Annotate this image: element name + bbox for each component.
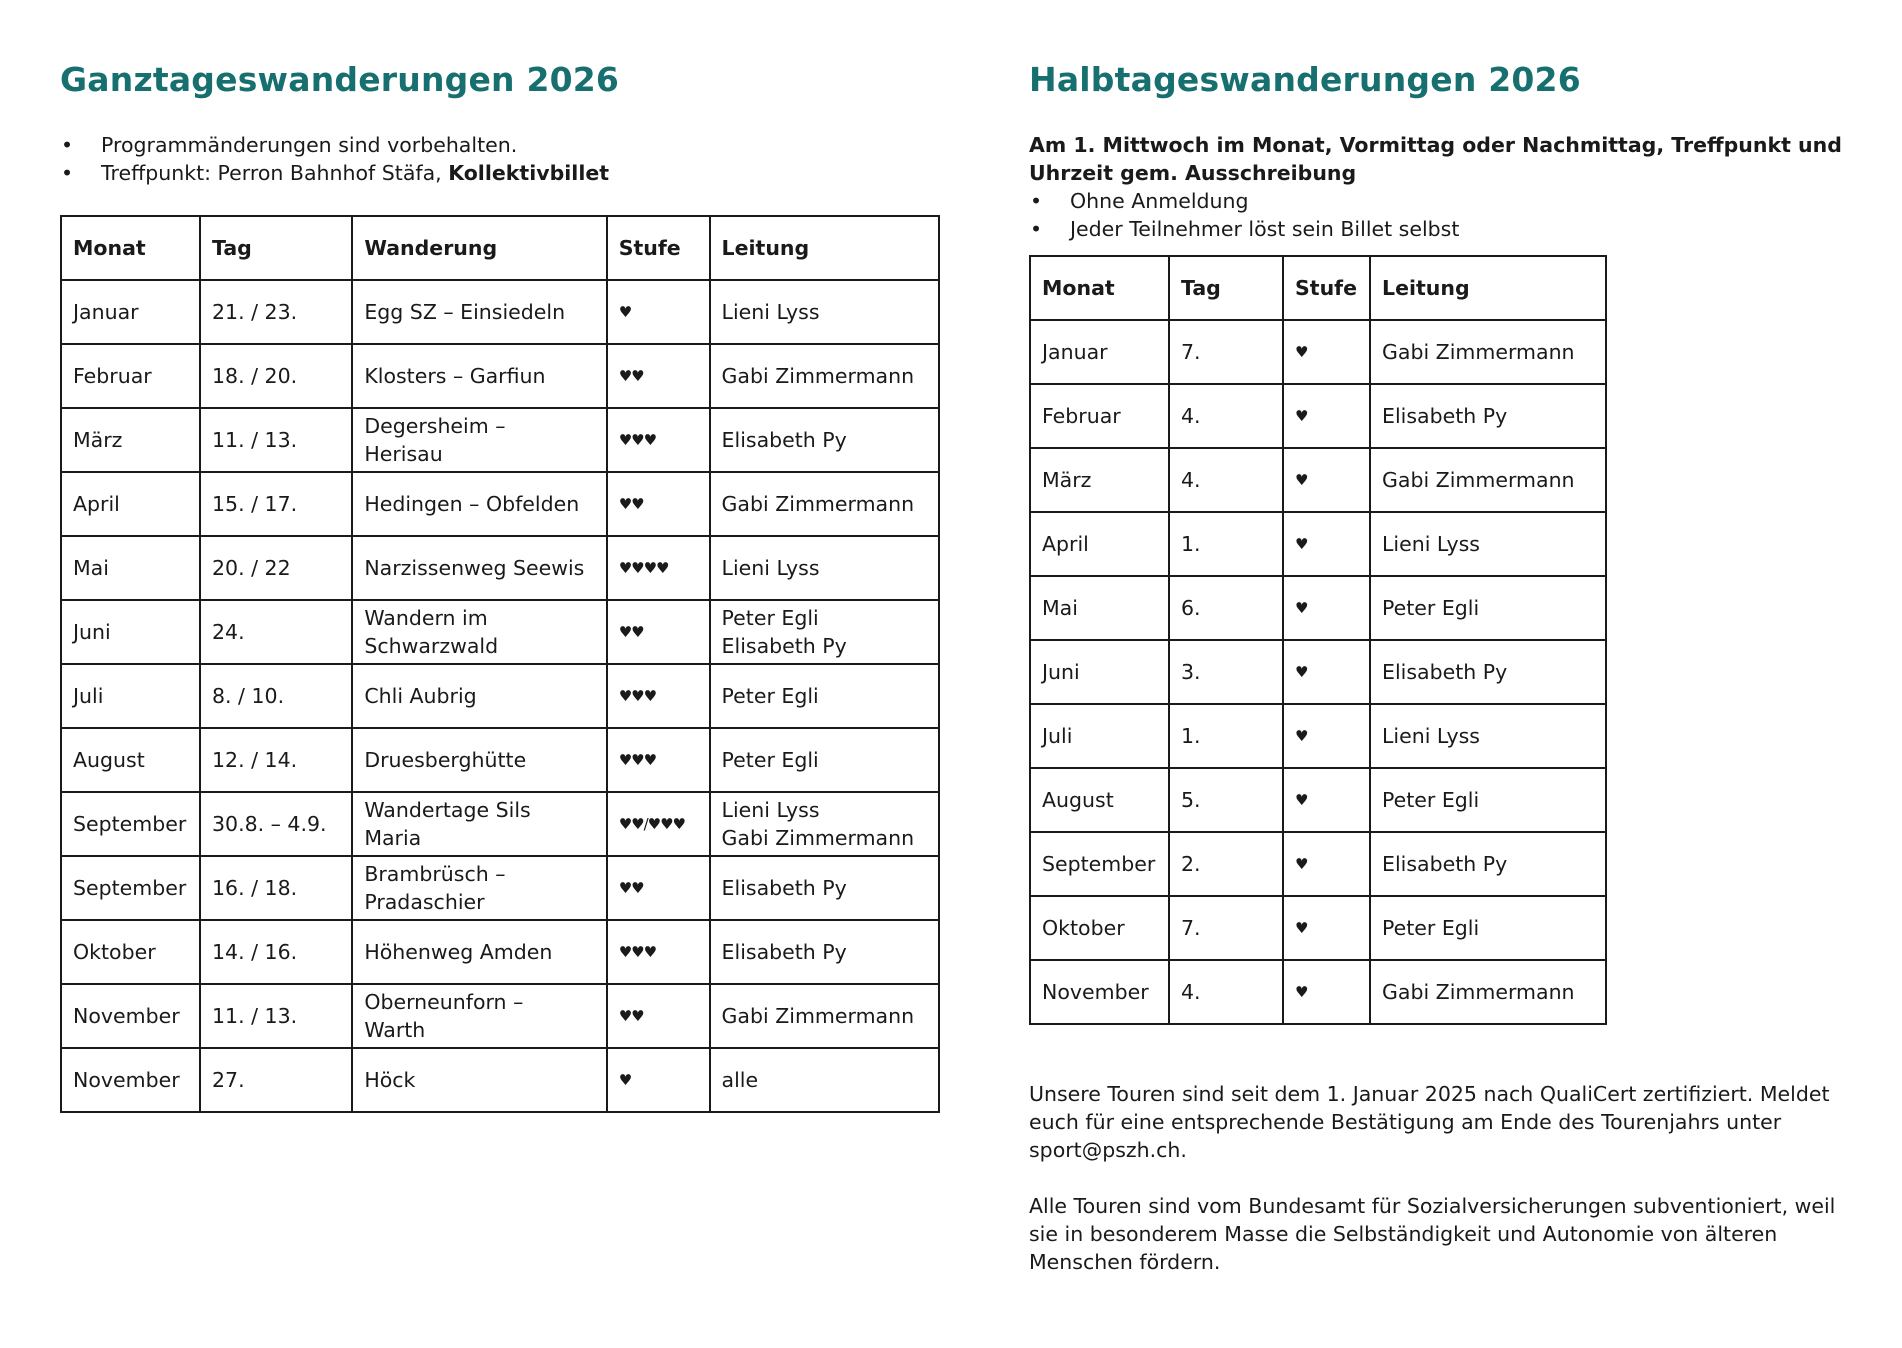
halbtages-notes <box>1029 1080 1859 1304</box>
ganztages-table <box>60 215 940 1113</box>
cell-leitung: Lieni Lyss <box>710 536 939 600</box>
cell-stufe: ♥ <box>1283 768 1370 832</box>
cell-leitung: Gabi Zimmermann <box>1370 960 1606 1024</box>
cell-leitung: Lieni Lyss <box>1370 512 1606 576</box>
table-row <box>61 920 939 984</box>
cell-wanderung: Klosters – Garfiun <box>352 344 606 408</box>
cell-monat: März <box>61 408 200 472</box>
column-header-tag: Tag <box>200 216 352 280</box>
bullet-text: Treffpunkt: Perron Bahnhof Stäfa, <box>101 161 449 185</box>
cell-stufe: ♥♥♥ <box>607 920 710 984</box>
table-row <box>1030 448 1606 512</box>
cell-stufe: ♥ <box>1283 512 1370 576</box>
cell-monat: Juli <box>1030 704 1169 768</box>
bullet-item <box>60 159 609 187</box>
cell-monat: April <box>61 472 200 536</box>
cell-monat: März <box>1030 448 1169 512</box>
cell-leitung: Peter Egli <box>710 664 939 728</box>
cell-tag: 8. / 10. <box>200 664 352 728</box>
cell-wanderung: Höhenweg Amden <box>352 920 606 984</box>
cell-stufe: ♥ <box>1283 640 1370 704</box>
cell-monat: Oktober <box>1030 896 1169 960</box>
table-header-row <box>1030 256 1606 320</box>
cell-leitung: Peter Egli <box>1370 896 1606 960</box>
table-row <box>61 792 939 856</box>
cell-leitung: Peter Egli <box>1370 576 1606 640</box>
bullet-icon: • <box>61 161 74 185</box>
ganztages-title: Ganztageswanderungen 2026 <box>60 60 620 99</box>
cell-stufe: ♥ <box>1283 704 1370 768</box>
cell-leitung: Elisabeth Py <box>710 920 939 984</box>
cell-monat: Januar <box>1030 320 1169 384</box>
cell-stufe: ♥♥♥ <box>607 664 710 728</box>
cell-wanderung: Hedingen – Obfelden <box>352 472 606 536</box>
table-row <box>61 856 939 920</box>
cell-wanderung: Chli Aubrig <box>352 664 606 728</box>
cell-wanderung: Narzissenweg Seewis <box>352 536 606 600</box>
cell-monat: Oktober <box>61 920 200 984</box>
bullet-bold-text: Kollektivbillet <box>448 161 610 185</box>
cell-monat: November <box>61 1048 200 1112</box>
halbtages-bullets <box>1029 187 1459 243</box>
cell-stufe: ♥♥ <box>607 984 710 1048</box>
cell-wanderung: Wandertage Sils Maria <box>352 792 606 856</box>
halbtages-lead-text: Am 1. Mittwoch im Monat, Vormittag oder Nachmittag, Treffpunkt und Uhrzeit gem. Ausschreibung <box>1029 133 1842 185</box>
cell-tag: 7. <box>1169 320 1283 384</box>
cell-leitung: Elisabeth Py <box>710 408 939 472</box>
cell-monat: November <box>1030 960 1169 1024</box>
cell-stufe: ♥♥♥ <box>607 728 710 792</box>
bullet-text: Jeder Teilnehmer löst sein Billet selbst <box>1070 217 1460 241</box>
table-row <box>1030 832 1606 896</box>
cell-stufe: ♥♥/♥♥♥ <box>607 792 710 856</box>
cell-monat: September <box>61 856 200 920</box>
cell-tag: 2. <box>1169 832 1283 896</box>
cell-stufe: ♥♥ <box>607 600 710 664</box>
cell-monat: August <box>1030 768 1169 832</box>
table-row <box>61 280 939 344</box>
cell-leitung: Elisabeth Py <box>710 856 939 920</box>
cell-leitung: alle <box>710 1048 939 1112</box>
bullet-item <box>1029 187 1459 215</box>
cell-monat: Mai <box>1030 576 1169 640</box>
cell-monat: Juni <box>61 600 200 664</box>
column-header-stufe: Stufe <box>607 216 710 280</box>
column-header-monat: Monat <box>61 216 200 280</box>
cell-tag: 16. / 18. <box>200 856 352 920</box>
bullet-icon: • <box>1030 217 1043 241</box>
cell-tag: 30.8. – 4.9. <box>200 792 352 856</box>
cell-tag: 21. / 23. <box>200 280 352 344</box>
cell-leitung: Gabi Zimmermann <box>710 344 939 408</box>
halbtages-title: Halbtageswanderungen 2026 <box>1029 60 1581 99</box>
cell-stufe: ♥♥ <box>607 856 710 920</box>
column-header-tag: Tag <box>1169 256 1283 320</box>
table-row <box>61 472 939 536</box>
cell-leitung: Lieni Lyss <box>1370 704 1606 768</box>
cell-tag: 12. / 14. <box>200 728 352 792</box>
cell-monat: September <box>1030 832 1169 896</box>
cell-wanderung: Degersheim – Herisau <box>352 408 606 472</box>
cell-leitung: Gabi Zimmermann <box>1370 320 1606 384</box>
cell-leitung: Elisabeth Py <box>1370 640 1606 704</box>
table-row <box>61 664 939 728</box>
cell-tag: 1. <box>1169 512 1283 576</box>
cell-wanderung: Höck <box>352 1048 606 1112</box>
cell-tag: 4. <box>1169 960 1283 1024</box>
cell-stufe: ♥ <box>1283 960 1370 1024</box>
cell-wanderung: Egg SZ – Einsiedeln <box>352 280 606 344</box>
cell-stufe: ♥ <box>607 280 710 344</box>
bullet-item <box>60 131 609 159</box>
table-row <box>61 344 939 408</box>
cell-monat: April <box>1030 512 1169 576</box>
ganztages-bullets <box>60 131 609 187</box>
table-row <box>1030 768 1606 832</box>
table-row <box>61 1048 939 1112</box>
cell-wanderung: Brambrüsch – Pradaschier <box>352 856 606 920</box>
note-qualicert: Unsere Touren sind seit dem 1. Januar 2025 nach QualiCert zertifiziert. Meldet euch für eine entsprechende Bestätigung am Ende des Tourenjahrs unter sport@pszh.ch. <box>1029 1082 1830 1162</box>
column-header-monat: Monat <box>1030 256 1169 320</box>
cell-leitung: Peter Egli <box>710 728 939 792</box>
cell-monat: November <box>61 984 200 1048</box>
cell-tag: 4. <box>1169 384 1283 448</box>
cell-tag: 24. <box>200 600 352 664</box>
column-header-leitung: Leitung <box>1370 256 1606 320</box>
cell-stufe: ♥ <box>607 1048 710 1112</box>
cell-stufe: ♥♥ <box>607 472 710 536</box>
cell-stufe: ♥ <box>1283 320 1370 384</box>
table-row <box>1030 640 1606 704</box>
cell-monat: Mai <box>61 536 200 600</box>
column-header-wanderung: Wanderung <box>352 216 606 280</box>
cell-leitung: Gabi Zimmermann <box>1370 448 1606 512</box>
cell-tag: 14. / 16. <box>200 920 352 984</box>
bullet-icon: • <box>1030 189 1043 213</box>
cell-tag: 18. / 20. <box>200 344 352 408</box>
note-subvention: Alle Touren sind vom Bundesamt für Sozialversicherungen subventioniert, weil sie in besonderem Masse die Selbständigkeit und Autonomie von älteren Menschen fördern. <box>1029 1194 1836 1274</box>
cell-monat: Juni <box>1030 640 1169 704</box>
cell-stufe: ♥ <box>1283 896 1370 960</box>
table-row <box>61 728 939 792</box>
cell-leitung: Lieni Lyss Gabi Zimmermann <box>710 792 939 856</box>
cell-tag: 11. / 13. <box>200 984 352 1048</box>
cell-monat: September <box>61 792 200 856</box>
cell-tag: 1. <box>1169 704 1283 768</box>
table-row <box>61 600 939 664</box>
cell-tag: 3. <box>1169 640 1283 704</box>
cell-leitung: Peter Egli Elisabeth Py <box>710 600 939 664</box>
cell-tag: 11. / 13. <box>200 408 352 472</box>
bullet-text: Programmänderungen sind vorbehalten. <box>101 133 518 157</box>
bullet-icon: • <box>61 133 74 157</box>
cell-stufe: ♥ <box>1283 384 1370 448</box>
cell-monat: August <box>61 728 200 792</box>
cell-wanderung: Oberneunforn – Warth <box>352 984 606 1048</box>
cell-leitung: Elisabeth Py <box>1370 384 1606 448</box>
table-row <box>1030 896 1606 960</box>
cell-leitung: Elisabeth Py <box>1370 832 1606 896</box>
table-row <box>61 408 939 472</box>
cell-stufe: ♥♥♥♥ <box>607 536 710 600</box>
table-row <box>1030 576 1606 640</box>
column-header-stufe: Stufe <box>1283 256 1370 320</box>
table-row <box>1030 704 1606 768</box>
cell-monat: Juli <box>61 664 200 728</box>
table-row <box>1030 384 1606 448</box>
cell-tag: 20. / 22 <box>200 536 352 600</box>
cell-stufe: ♥♥♥ <box>607 408 710 472</box>
column-header-leitung: Leitung <box>710 216 939 280</box>
cell-stufe: ♥ <box>1283 448 1370 512</box>
cell-wanderung: Wandern im Schwarzwald <box>352 600 606 664</box>
table-row <box>1030 512 1606 576</box>
table-row <box>1030 320 1606 384</box>
cell-tag: 5. <box>1169 768 1283 832</box>
cell-leitung: Gabi Zimmermann <box>710 984 939 1048</box>
cell-wanderung: Druesberghütte <box>352 728 606 792</box>
cell-leitung: Peter Egli <box>1370 768 1606 832</box>
cell-monat: Januar <box>61 280 200 344</box>
cell-monat: Februar <box>61 344 200 408</box>
cell-leitung: Lieni Lyss <box>710 280 939 344</box>
table-row <box>61 536 939 600</box>
cell-tag: 7. <box>1169 896 1283 960</box>
bullet-text: Ohne Anmeldung <box>1070 189 1249 213</box>
table-row <box>1030 960 1606 1024</box>
cell-stufe: ♥ <box>1283 832 1370 896</box>
cell-tag: 27. <box>200 1048 352 1112</box>
cell-leitung: Gabi Zimmermann <box>710 472 939 536</box>
cell-tag: 15. / 17. <box>200 472 352 536</box>
cell-tag: 4. <box>1169 448 1283 512</box>
bullet-item <box>1029 215 1459 243</box>
table-header-row <box>61 216 939 280</box>
cell-stufe: ♥ <box>1283 576 1370 640</box>
halbtages-table <box>1029 255 1607 1025</box>
cell-tag: 6. <box>1169 576 1283 640</box>
table-row <box>61 984 939 1048</box>
cell-stufe: ♥♥ <box>607 344 710 408</box>
cell-monat: Februar <box>1030 384 1169 448</box>
